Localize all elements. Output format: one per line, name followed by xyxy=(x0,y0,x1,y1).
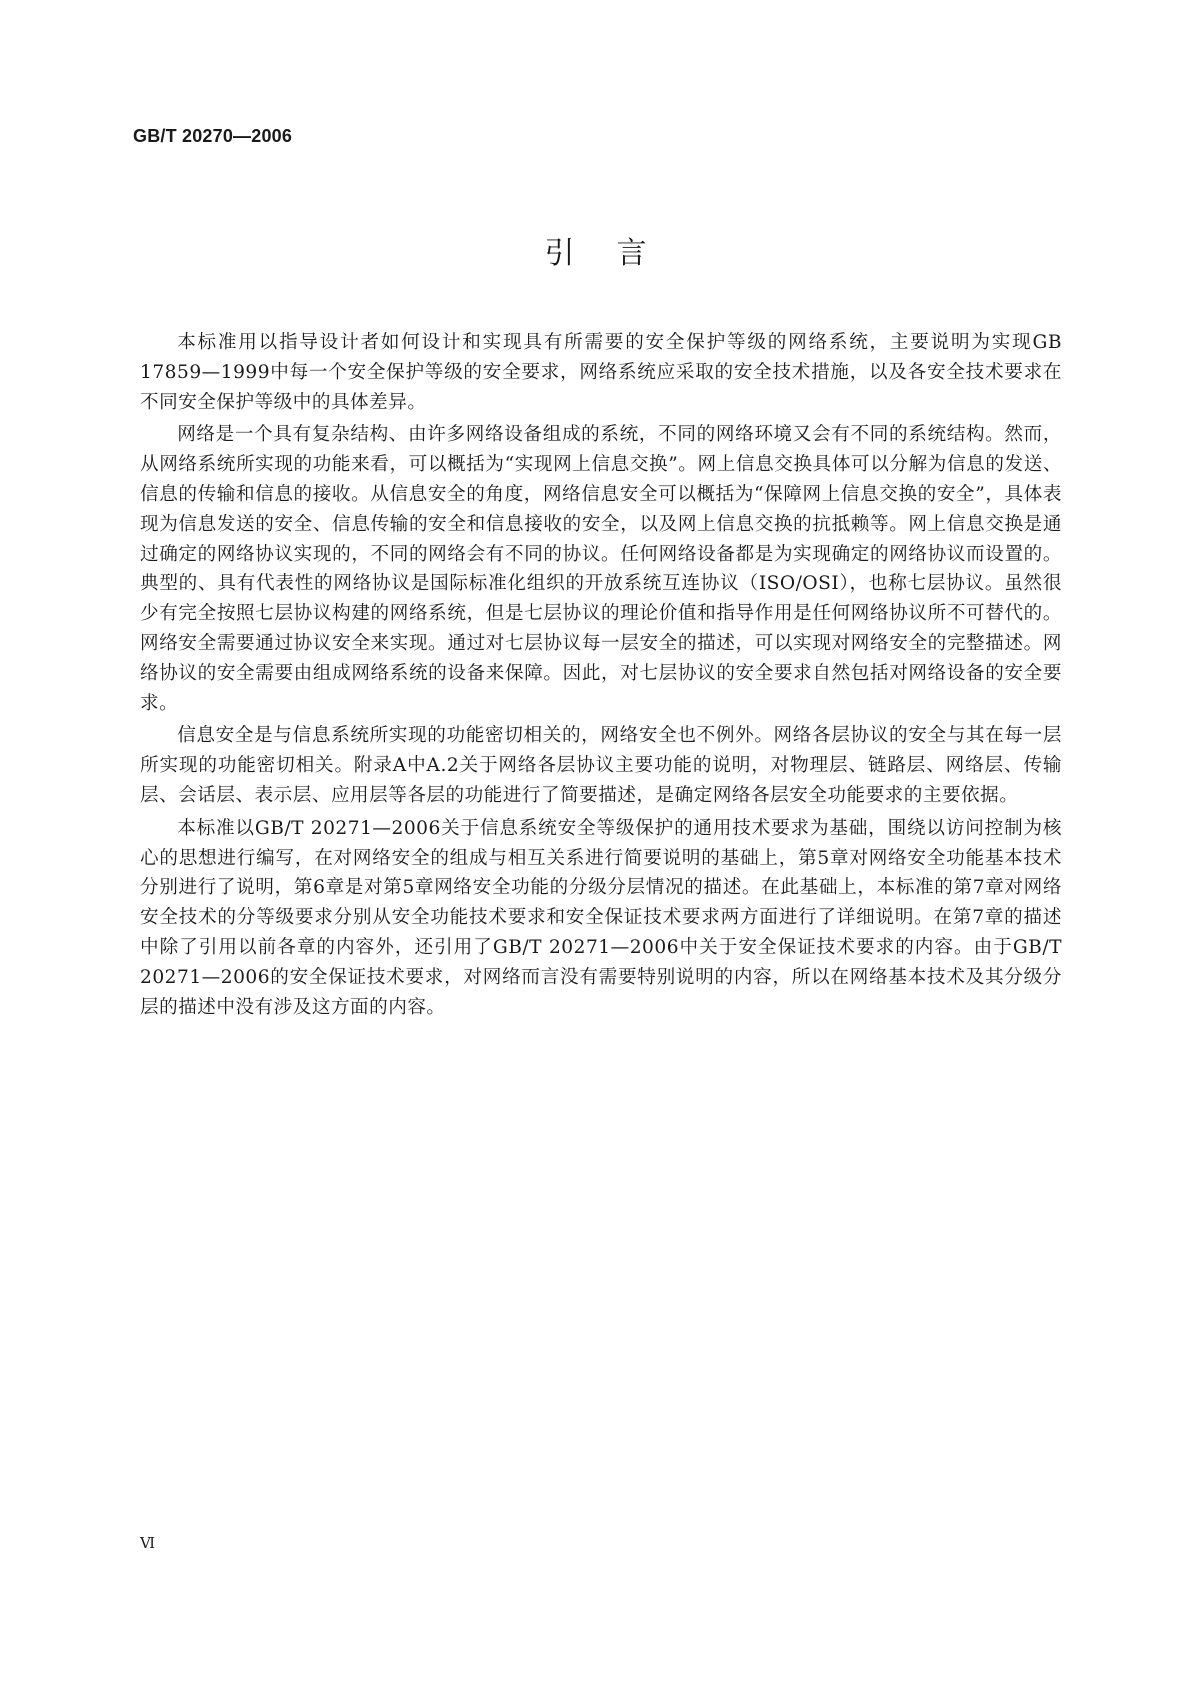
paragraph-2: 网络是一个具有复杂结构、由许多网络设备组成的系统，不同的网络环境又会有不同的系统结构。然而，从网络系统所实现的功能来看，可以概括为“实现网上信息交换”。网上信息交换具体可以分解为信息的发送、信息的传输和信息的接收。从信息安全的角度，网络信息安全可以概括为“保障网上信息交换的安全”，具体表现为信息发送的安全、信息传输的安全和信息接收的安全，以及网上信息交换的抗抵赖等。网上信息交换是通过确定的网络协议实现的，不同的网络会有不同的协议。任何网络设备都是为实现确定的网络协议而设置的。典型的、具有代表性的网络协议是国际标准化组织的开放系统互连协议（ISO/OSI），也称七层协议。虽然很少有完全按照七层协议构建的网络系统，但是七层协议的理论价值和指导作用是任何网络协议所不可替代的。网络安全需要通过协议安全来实现。通过对七层协议每一层安全的描述，可以实现对网络安全的完整描述。网络协议的安全需要由组成网络系统的设备来保障。因此，对七层协议的安全要求自然包括对网络设备的安全要求。 xyxy=(140,424,1062,714)
page-title: 引言 xyxy=(544,236,689,271)
page-number: Ⅵ xyxy=(140,1534,156,1552)
paragraph-1: 本标准用以指导设计者如何设计和实现具有所需要的安全保护等级的网络系统，主要说明为实现GB 17859—1999中每一个安全保护等级的安全要求，网络系统应采取的安全技术措施，以及各安全技术要求在不同安全保护等级中的具体差异。 xyxy=(140,332,1062,413)
standard-id-header: GB/T 20270—2006 xyxy=(133,126,293,146)
paragraph-3: 信息安全是与信息系统所实现的功能密切相关的，网络安全也不例外。网络各层协议的安全与其在每一层所实现的功能密切相关。附录A中A.2关于网络各层协议主要功能的说明，对物理层、链路层、网络层、传输层、会话层、表示层、应用层等各层的功能进行了简要描述，是确定网络各层安全功能要求的主要依据。 xyxy=(140,725,1062,806)
document-body xyxy=(140,328,1062,1025)
paragraph-4: 本标准以GB/T 20271—2006关于信息系统安全等级保护的通用技术要求为基础，围绕以访问控制为核心的思想进行编写，在对网络安全的组成与相互关系进行简要说明的基础上，第5章对网络安全功能基本技术分别进行了说明，第6章是对第5章网络安全功能的分级分层情况的描述。在此基础上，本标准的第7章对网络安全技术的分等级要求分别从安全功能技术要求和安全保证技术要求两方面进行了详细说明。在第7章的描述中除了引用以前各章的内容外，还引用了GB/T 20271—2006中关于安全保证技术要求的内容。由于GB/T 20271—2006的安全保证技术要求，对网络而言没有需要特别说明的内容，所以在网络基本技术及其分级分层的描述中没有涉及这方面的内容。 xyxy=(140,817,1062,1018)
